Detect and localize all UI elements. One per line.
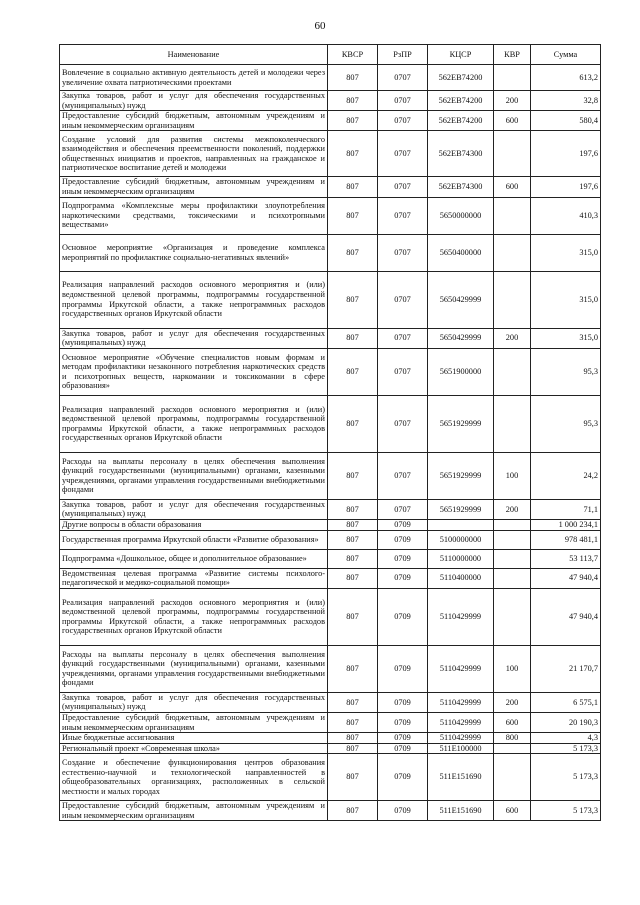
cell-kvsr: 807 <box>328 712 378 732</box>
cell-kvr: 600 <box>494 801 531 821</box>
cell-kvr <box>494 395 531 452</box>
cell-kvr: 200 <box>494 692 531 712</box>
cell-kvsr: 807 <box>328 645 378 692</box>
cell-kvr <box>494 754 531 801</box>
cell-kcsr: 5110429999 <box>428 733 494 744</box>
cell-kcsr: 5110429999 <box>428 588 494 645</box>
cell-kcsr: 5651929999 <box>428 499 494 519</box>
cell-name: Реализация направлений расходов основного мероприятия и (или) ведомственной целевой программы, подпрограммы государственной программы Иркутской области, а также непрограммных расходов государственных органов Иркутской области <box>60 271 328 328</box>
table-row <box>60 131 601 177</box>
table-row <box>60 348 601 395</box>
cell-sum: 197,6 <box>531 131 601 177</box>
cell-rzpr: 0709 <box>378 549 428 568</box>
table-row <box>60 712 601 732</box>
cell-kcsr: 5651929999 <box>428 395 494 452</box>
cell-kvr <box>494 234 531 271</box>
cell-sum: 410,3 <box>531 197 601 234</box>
cell-kvsr: 807 <box>328 692 378 712</box>
cell-kcsr: 5110429999 <box>428 645 494 692</box>
cell-kvsr: 807 <box>328 65 378 91</box>
cell-name: Основное мероприятие «Организация и проведение комплекса мероприятий по профилактике социально-негативных явлений» <box>60 234 328 271</box>
cell-kcsr: 5650400000 <box>428 234 494 271</box>
header-kvr: КВР <box>494 45 531 65</box>
cell-kvr <box>494 549 531 568</box>
cell-sum: 20 190,3 <box>531 712 601 732</box>
cell-kvr: 200 <box>494 499 531 519</box>
cell-rzpr: 0707 <box>378 111 428 131</box>
cell-rzpr: 0707 <box>378 395 428 452</box>
cell-kvr: 600 <box>494 712 531 732</box>
cell-kvr: 200 <box>494 91 531 111</box>
cell-name: Ведомственная целевая программа «Развитие системы психолого-педагогической и медико-социальной помощи» <box>60 568 328 588</box>
cell-name: Закупка товаров, работ и услуг для обеспечения государственных (муниципальных) нужд <box>60 692 328 712</box>
cell-kvsr: 807 <box>328 530 378 549</box>
header-sum: Сумма <box>531 45 601 65</box>
table-row <box>60 743 601 754</box>
cell-sum: 95,3 <box>531 348 601 395</box>
table-row <box>60 519 601 530</box>
cell-rzpr: 0709 <box>378 530 428 549</box>
header-kcsr: КЦСР <box>428 45 494 65</box>
cell-kvr: 800 <box>494 733 531 744</box>
cell-name: Предоставление субсидий бюджетным, автономным учреждениям и иным некоммерческим организациям <box>60 712 328 732</box>
cell-kcsr <box>428 519 494 530</box>
cell-rzpr: 0709 <box>378 743 428 754</box>
cell-name: Предоставление субсидий бюджетным, автономным учреждениям и иным некоммерческим организациям <box>60 177 328 197</box>
cell-kvsr: 807 <box>328 91 378 111</box>
cell-sum: 315,0 <box>531 271 601 328</box>
header-name: Наименование <box>60 45 328 65</box>
cell-kvsr: 807 <box>328 733 378 744</box>
cell-kvsr: 807 <box>328 568 378 588</box>
cell-sum: 47 940,4 <box>531 588 601 645</box>
table-row <box>60 197 601 234</box>
cell-kcsr: 511E100000 <box>428 743 494 754</box>
cell-sum: 53 113,7 <box>531 549 601 568</box>
page-number: 60 <box>314 20 326 32</box>
table-row <box>60 91 601 111</box>
cell-rzpr: 0707 <box>378 65 428 91</box>
cell-kcsr: 562EB74200 <box>428 65 494 91</box>
cell-kvr <box>494 588 531 645</box>
table-row <box>60 499 601 519</box>
cell-kvsr: 807 <box>328 499 378 519</box>
cell-name: Подпрограмма «Дошкольное, общее и дополнительное образование» <box>60 549 328 568</box>
table-row <box>60 111 601 131</box>
cell-name: Реализация направлений расходов основного мероприятия и (или) ведомственной целевой программы, подпрограммы государственной программы Иркутской области, а также непрограммных расходов государственных органов Иркутской области <box>60 395 328 452</box>
cell-name: Подпрограмма «Комплексные меры профилактики злоупотребления наркотическими средствами, токсическими и психотропными веществами» <box>60 197 328 234</box>
cell-kvsr: 807 <box>328 111 378 131</box>
cell-rzpr: 0709 <box>378 519 428 530</box>
cell-kvsr: 807 <box>328 234 378 271</box>
cell-rzpr: 0707 <box>378 348 428 395</box>
cell-kvr <box>494 568 531 588</box>
cell-rzpr: 0709 <box>378 733 428 744</box>
cell-name: Иные бюджетные ассигнования <box>60 733 328 744</box>
cell-kvr <box>494 519 531 530</box>
cell-rzpr: 0709 <box>378 712 428 732</box>
table-header-row <box>60 45 601 65</box>
cell-name: Государственная программа Иркутской области «Развитие образования» <box>60 530 328 549</box>
cell-name: Предоставление субсидий бюджетным, автономным учреждениям и иным некоммерческим организациям <box>60 801 328 821</box>
cell-kcsr: 5650000000 <box>428 197 494 234</box>
cell-kcsr: 511E151690 <box>428 754 494 801</box>
cell-kcsr: 562EB74200 <box>428 91 494 111</box>
table-row <box>60 801 601 821</box>
cell-rzpr: 0707 <box>378 177 428 197</box>
cell-name: Реализация направлений расходов основного мероприятия и (или) ведомственной целевой программы, подпрограммы государственной программы Иркутской области, а также непрограммных расходов государственных органов Иркутской области <box>60 588 328 645</box>
cell-kcsr: 5650429999 <box>428 328 494 348</box>
cell-rzpr: 0709 <box>378 645 428 692</box>
cell-kvsr: 807 <box>328 801 378 821</box>
cell-rzpr: 0707 <box>378 131 428 177</box>
table-body <box>60 65 601 821</box>
table-row <box>60 549 601 568</box>
cell-sum: 6 575,1 <box>531 692 601 712</box>
cell-sum: 32,8 <box>531 91 601 111</box>
table-row <box>60 452 601 499</box>
cell-kvr: 600 <box>494 111 531 131</box>
cell-sum: 315,0 <box>531 328 601 348</box>
cell-sum: 613,2 <box>531 65 601 91</box>
cell-kvr <box>494 197 531 234</box>
cell-kvsr: 807 <box>328 395 378 452</box>
cell-sum: 978 481,1 <box>531 530 601 549</box>
cell-rzpr: 0709 <box>378 588 428 645</box>
table-row <box>60 754 601 801</box>
cell-rzpr: 0707 <box>378 328 428 348</box>
cell-kvsr: 807 <box>328 348 378 395</box>
cell-sum: 21 170,7 <box>531 645 601 692</box>
cell-rzpr: 0709 <box>378 801 428 821</box>
cell-rzpr: 0707 <box>378 197 428 234</box>
cell-kvr: 600 <box>494 177 531 197</box>
cell-kcsr: 5110400000 <box>428 568 494 588</box>
cell-kvr <box>494 65 531 91</box>
cell-kcsr: 562EB74200 <box>428 111 494 131</box>
table-row <box>60 395 601 452</box>
cell-rzpr: 0707 <box>378 91 428 111</box>
table-row <box>60 530 601 549</box>
table-row <box>60 234 601 271</box>
header-kvsr: КВСР <box>328 45 378 65</box>
cell-sum: 47 940,4 <box>531 568 601 588</box>
cell-kvr <box>494 530 531 549</box>
budget-table <box>59 44 601 821</box>
table-row <box>60 65 601 91</box>
cell-sum: 315,0 <box>531 234 601 271</box>
cell-kvr <box>494 271 531 328</box>
cell-kvr: 200 <box>494 328 531 348</box>
table-row <box>60 328 601 348</box>
cell-sum: 5 173,3 <box>531 754 601 801</box>
cell-name: Создание условий для развития системы межпоколенческого взаимодействия и обеспечения преемственности поколений, поддержки общественных инициатив и проектов, направленных на гражданское и патриотическое воспитание детей и молодежи <box>60 131 328 177</box>
cell-kvsr: 807 <box>328 328 378 348</box>
cell-kvsr: 807 <box>328 754 378 801</box>
table-row <box>60 733 601 744</box>
cell-kvr: 100 <box>494 452 531 499</box>
table-row <box>60 568 601 588</box>
cell-name: Закупка товаров, работ и услуг для обеспечения государственных (муниципальных) нужд <box>60 328 328 348</box>
cell-kvsr: 807 <box>328 519 378 530</box>
cell-kvsr: 807 <box>328 549 378 568</box>
cell-kvsr: 807 <box>328 588 378 645</box>
cell-name: Расходы на выплаты персоналу в целях обеспечения выполнения функций государственными (муниципальными) органами, казенными учреждениями, органами управления государственными внебюджетными фондами <box>60 452 328 499</box>
cell-kcsr: 5110429999 <box>428 712 494 732</box>
cell-kvsr: 807 <box>328 177 378 197</box>
table-row <box>60 692 601 712</box>
cell-name: Закупка товаров, работ и услуг для обеспечения государственных (муниципальных) нужд <box>60 91 328 111</box>
cell-sum: 197,6 <box>531 177 601 197</box>
cell-sum: 580,4 <box>531 111 601 131</box>
cell-kcsr: 5110429999 <box>428 692 494 712</box>
cell-name: Расходы на выплаты персоналу в целях обеспечения выполнения функций государственными (муниципальными) органами, казенными учреждениями, органами управления государственными внебюджетными фондами <box>60 645 328 692</box>
cell-sum: 1 000 234,1 <box>531 519 601 530</box>
cell-kvr <box>494 348 531 395</box>
cell-kcsr: 511E151690 <box>428 801 494 821</box>
table-row <box>60 271 601 328</box>
cell-sum: 95,3 <box>531 395 601 452</box>
cell-sum: 71,1 <box>531 499 601 519</box>
cell-sum: 4,3 <box>531 733 601 744</box>
cell-name: Предоставление субсидий бюджетным, автономным учреждениям и иным некоммерческим организациям <box>60 111 328 131</box>
cell-kcsr: 562EB74300 <box>428 177 494 197</box>
cell-kvr: 100 <box>494 645 531 692</box>
cell-kcsr: 5651929999 <box>428 452 494 499</box>
cell-kcsr: 5100000000 <box>428 530 494 549</box>
cell-rzpr: 0709 <box>378 568 428 588</box>
cell-rzpr: 0707 <box>378 271 428 328</box>
cell-rzpr: 0709 <box>378 754 428 801</box>
cell-rzpr: 0709 <box>378 692 428 712</box>
table-row <box>60 588 601 645</box>
cell-name: Вовлечение в социально активную деятельность детей и молодежи через увеличение охвата патриотическими проектами <box>60 65 328 91</box>
cell-sum: 5 173,3 <box>531 743 601 754</box>
cell-name: Закупка товаров, работ и услуг для обеспечения государственных (муниципальных) нужд <box>60 499 328 519</box>
table-row <box>60 645 601 692</box>
cell-kvr <box>494 131 531 177</box>
cell-sum: 24,2 <box>531 452 601 499</box>
cell-name: Другие вопросы в области образования <box>60 519 328 530</box>
cell-kvsr: 807 <box>328 131 378 177</box>
cell-name: Создание и обеспечение функционирования центров образования естественно-научной и технологической направленностей в общеобразовательных организациях, расположенных в сельской местности и малых городах <box>60 754 328 801</box>
cell-kcsr: 5110000000 <box>428 549 494 568</box>
cell-kvsr: 807 <box>328 197 378 234</box>
cell-kcsr: 562EB74300 <box>428 131 494 177</box>
cell-name: Основное мероприятие «Обучение специалистов новым формам и методам профилактики незаконного потребления наркотических средств и психотропных веществ, наркомании и токсикомании в сфере образования» <box>60 348 328 395</box>
cell-kcsr: 5651900000 <box>428 348 494 395</box>
cell-name: Региональный проект «Современная школа» <box>60 743 328 754</box>
cell-rzpr: 0707 <box>378 452 428 499</box>
cell-rzpr: 0707 <box>378 499 428 519</box>
table-row <box>60 177 601 197</box>
header-rzpr: РзПР <box>378 45 428 65</box>
cell-kvr <box>494 743 531 754</box>
cell-rzpr: 0707 <box>378 234 428 271</box>
cell-kcsr: 5650429999 <box>428 271 494 328</box>
cell-kvsr: 807 <box>328 452 378 499</box>
cell-kvsr: 807 <box>328 743 378 754</box>
cell-kvsr: 807 <box>328 271 378 328</box>
cell-sum: 5 173,3 <box>531 801 601 821</box>
